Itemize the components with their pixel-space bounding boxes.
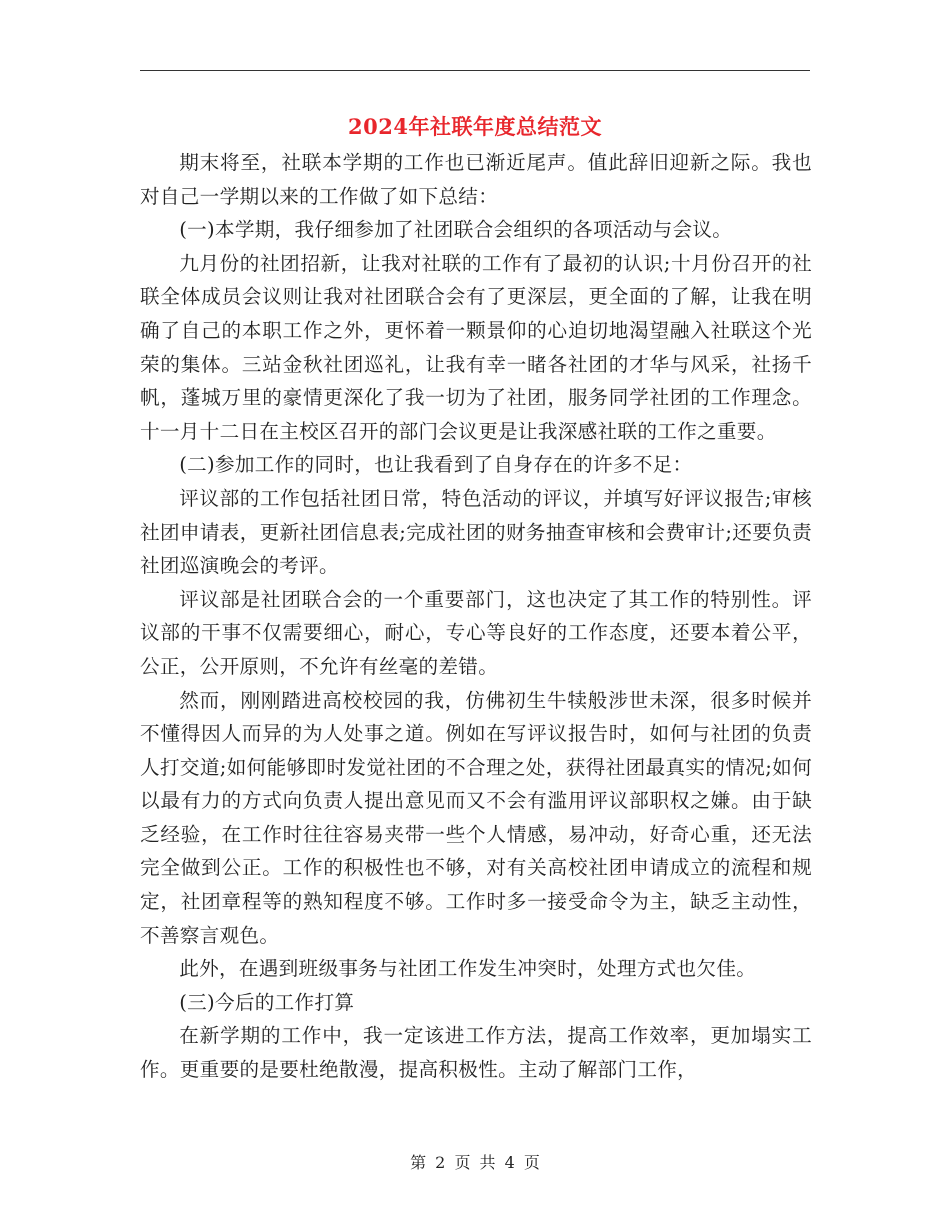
paragraph: (一)本学期，我仔细参加了社团联合会组织的各项活动与会议。: [179, 218, 733, 242]
paragraph: 评议部的工作包括社团日常，特色活动的评议，并填写好评议报告;审核社团申请表，更新社团信息表;完成社团的财务抽查审核和会费审计;还要负责社团巡演晚会的考评。: [140, 486, 812, 578]
document-body: [140, 146, 812, 1087]
paragraph: 评议部是社团联合会的一个重要部门，这也决定了其工作的特别性。评议部的干事不仅需要细心，耐心，专心等良好的工作态度，还要本着公平，公正，公开原则，不允许有丝毫的差错。: [140, 587, 812, 678]
paragraph: 期末将至，社联本学期的工作也已渐近尾声。值此辞旧迎新之际。我也对自己一学期以来的工作做了如下总结：: [140, 151, 812, 208]
document-title: 2024年社联年度总结范文: [348, 114, 602, 139]
paragraph: 在新学期的工作中，我一定该进工作方法，提高工作效率，更加塌实工作。更重要的是要杜绝散漫，提高积极性。主动了解部门工作，: [140, 1024, 812, 1082]
paragraph: 此外，在遇到班级事务与社团工作发生冲突时，处理方式也欠佳。: [179, 957, 757, 981]
header-rule: [140, 70, 810, 71]
paragraph: (二)参加工作的同时，也让我看到了自身存在的许多不足：: [179, 453, 693, 477]
page-footer: 第 2 页 共 4 页: [410, 1153, 540, 1172]
paragraph: 九月份的社团招新，让我对社联的工作有了最初的认识;十月份召开的社联全体成员会议则让我对社团联合会有了更深层，更全面的了解，让我在明确了自己的本职工作之外，更怀着一颗景仰的心迫切地渴望融入社联这个光荣的集体。三站金秋社团巡礼，让我有幸一睹各社团的才华与风采，社扬千帆，蓬城万里的豪情更深化了我一切为了社团，服务同学社团的工作理念。十一月十二日在主校区召开的部门会议更是让我深感社联的工作之重要。: [140, 251, 812, 443]
paragraph: (三)今后的工作打算: [179, 990, 355, 1014]
paragraph: 然而，刚刚踏进高校校园的我，仿佛初生牛犊般涉世未深，很多时候并不懂得因人而异的为人处事之道。例如在写评议报告时，如何与社团的负责人打交道;如何能够即时发觉社团的不合理之处，获得社团最真实的情况;如何以最有力的方式向负责人提出意见而又不会有滥用评议部职权之嫌。由于缺乏经验，在工作时往往容易夹带一些个人情感，易冲动，好奇心重，还无法完全做到公正。工作的积极性也不够，对有关高校社团申请成立的流程和规定，社团章程等的熟知程度不够。工作时多一接受命令为主，缺乏主动性，不善察言观色。: [140, 688, 812, 947]
